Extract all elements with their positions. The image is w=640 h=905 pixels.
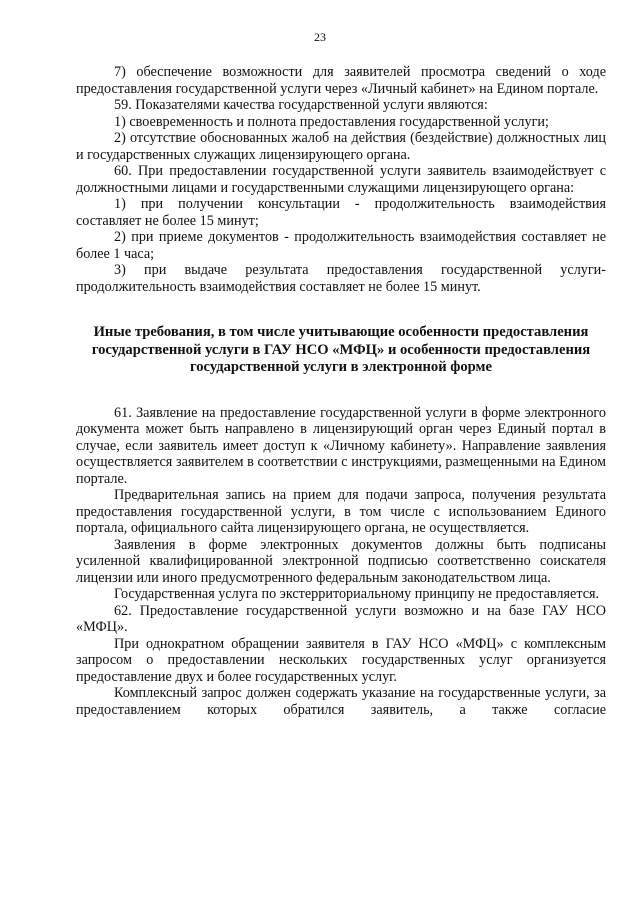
section-heading: Иные требования, в том числе учитывающие особенности предоставления государственной услуги в ГАУ НСО «МФЦ» и особенности предоставления государственной услуги в электронной форме — [91, 324, 591, 375]
page-body — [76, 64, 606, 718]
paragraph-62: 62. Предоставление государственной услуги возможно и на базе ГАУ НСО «МФЦ». — [76, 602, 606, 635]
paragraph-61: 61. Заявление на предоставление государственной услуги в форме электронного документа может быть направлено в лицензирующий орган через Единый портал в случае, если заявитель имеет доступ к «Личному кабинету». Направление заявления осуществляется заявителем в соответствии с инструкциями, размещенными на Едином портале. — [76, 404, 606, 487]
paragraph-59-item-1: 1) своевременность и полнота предоставления государственной услуги; — [114, 113, 549, 130]
paragraph-complex-request-content: Комплексный запрос должен содержать указание на государственные услуги, за предоставлением которых обратился заявитель, а также согласие — [76, 685, 606, 718]
requirements-section — [76, 64, 606, 295]
paragraph-59-item-2: 2) отсутствие обоснованных жалоб на действия (бездействие) должностных лиц и государственных служащих лицензирующего органа. — [76, 130, 606, 163]
paragraph-60: 60. При предоставлении государственной услуги заявитель взаимодействует с должностными лицами и государственными служащими лицензирующего органа: — [76, 163, 606, 196]
paragraph-60-item-2: 2) при приеме документов - продолжительность взаимодействия составляет не более 1 часа; — [76, 229, 606, 262]
paragraph-preliminary-appointment: Предварительная запись на прием для подачи запроса, получения результата предоставления государственной услуги, в том числе с использованием Единого портала, официального сайта лицензирующего органа, не осуществляется. — [76, 487, 606, 536]
paragraph-59: 59. Показателями качества государственной услуги являются: — [114, 97, 488, 113]
paragraph-extraterritorial: Государственная услуга по экстерриториальному принципу не предоставляется. — [114, 586, 600, 602]
paragraph-complex-request: При однократном обращении заявителя в ГАУ НСО «МФЦ» с комплексным запросом о предоставлении нескольких государственных услуг организуется предоставление двух и более государственных услуг. — [76, 635, 606, 685]
page-number: 23 — [314, 30, 326, 44]
paragraph-item-7: 7) обеспечение возможности для заявителей просмотра сведений о ходе предоставления государственной услуги через «Личный кабинет» на Едином портале. — [76, 64, 606, 97]
electronic-form-section — [76, 405, 606, 719]
paragraph-60-item-3: 3) при выдаче результата предоставления государственной услуги-продолжительность взаимодействия составляет не более 15 минут. — [76, 262, 606, 295]
paragraph-electronic-signature: Заявления в форме электронных документов должны быть подписаны усиленной квалифицированной электронной подписью соответственно соискателя лицензии или иного предусмотренного федеральным законодательством лица. — [76, 536, 606, 586]
paragraph-60-item-1: 1) при получении консультации - продолжительность взаимодействия составляет не более 15 минут; — [76, 196, 606, 229]
